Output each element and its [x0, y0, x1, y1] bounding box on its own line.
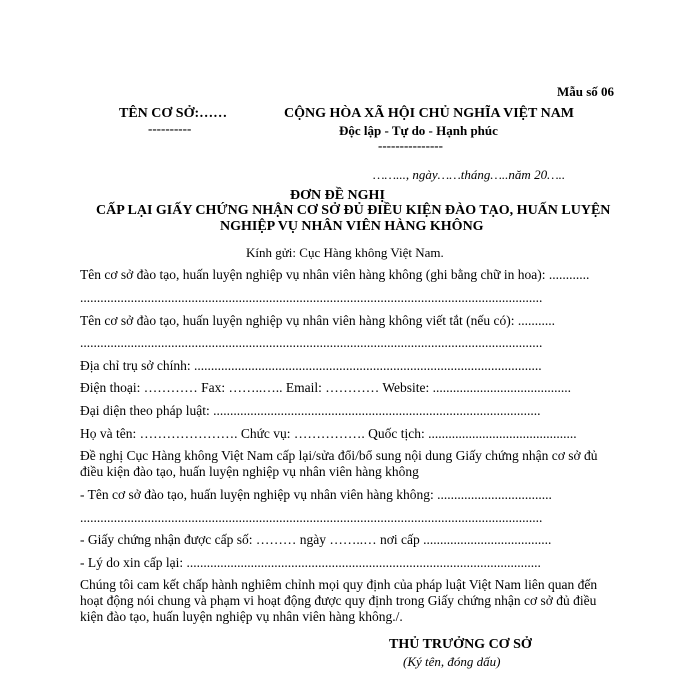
recipient: Kính gửi: Cục Hàng không Việt Nam.: [246, 245, 444, 260]
title-line-1: ĐƠN ĐỀ NGHỊ: [290, 188, 385, 203]
field-contact: Điện thoại: ………… Fax: ……..….. Email: ………… Website: .........................................: [80, 380, 572, 395]
request-org-name-cont: .........................................................................................................................................: [80, 510, 543, 525]
field-name-abbr-cont: .........................................................................................................................................: [80, 335, 543, 350]
org-name-label: TÊN CƠ SỞ:……: [119, 106, 228, 121]
field-person: Họ và tên: …………………. Chức vụ: ……………. Quốc tịch: ............................................: [80, 426, 577, 441]
request-org-name: - Tên cơ sở đào tạo, huấn luyện nghiệp vụ nhân viên hàng không: ..................................: [80, 487, 552, 502]
national-motto: Độc lập - Tự do - Hạnh phúc: [339, 123, 498, 138]
field-legal-rep: Đại diện theo pháp luật: .................................................................................................: [80, 403, 541, 418]
request-reason: - Lý do xin cấp lại: .........................................................................................................: [80, 555, 541, 570]
request-intro: Đề nghị Cục Hàng không Việt Nam cấp lại/sửa đổi/bổ sung nội dung Giấy chứng nhận cơ sở đủ điều kiện đào tạo, huấn luyện nghiệp vụ nhân viên hàng không: [80, 448, 598, 479]
field-name-abbr: Tên cơ sở đào tạo, huấn luyện nghiệp vụ nhân viên hàng không viết tắt (nếu có): ...........: [80, 313, 556, 328]
national-title: CỘNG HÒA XÃ HỘI CHỦ NGHĨA VIỆT NAM: [284, 106, 575, 121]
field-name-caps-cont: .........................................................................................................................................: [80, 290, 543, 305]
commitment-paragraph: Chúng tôi cam kết chấp hành nghiêm chỉnh mọi quy định của pháp luật Việt Nam liên quan đến hoạt động nói chung và phạm vi hoạt động được quy định trong Giấy chứng nhận cơ sở đủ điều kiện đào tạo, huấn luyện nghiệp vụ nhân viên hàng không./.: [80, 577, 598, 624]
field-address: Địa chỉ trụ sở chính: .......................................................................................................: [80, 358, 542, 373]
request-certificate: - Giấy chứng nhận được cấp số: ……… ngày ……..… nơi cấp ......................................: [80, 532, 552, 547]
date-line: ……..., ngày……tháng…..năm 20…..: [373, 167, 566, 182]
form-number: Mẫu số 06: [557, 84, 615, 99]
signature-note: (Ký tên, đóng dấu): [403, 654, 501, 669]
title-line-2: CẤP LẠI GIẤY CHỨNG NHẬN CƠ SỞ ĐỦ ĐIỀU KIỆN ĐÀO TẠO, HUẤN LUYỆN: [96, 203, 611, 218]
title-line-3: NGHIỆP VỤ NHÂN VIÊN HÀNG KHÔNG: [220, 219, 484, 234]
national-dashes: ---------------: [378, 138, 443, 153]
field-name-caps: Tên cơ sở đào tạo, huấn luyện nghiệp vụ nhân viên hàng không (ghi bằng chữ in hoa): ............: [80, 267, 590, 282]
org-dashes: ----------: [148, 121, 192, 136]
signature-title: THỦ TRƯỞNG CƠ SỞ: [389, 637, 532, 652]
